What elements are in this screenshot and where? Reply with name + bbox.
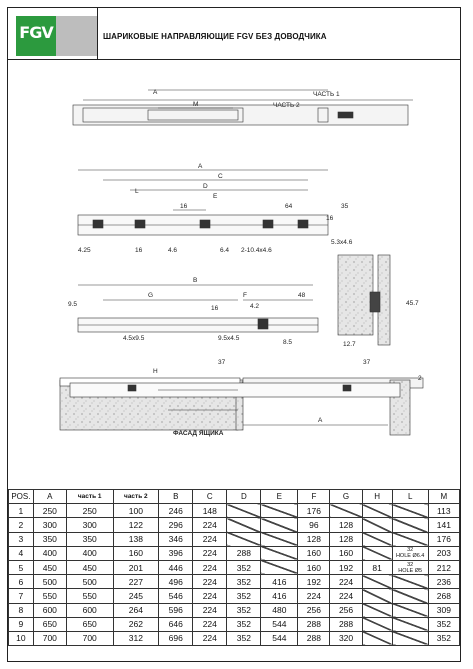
table-cell <box>362 617 392 631</box>
table-cell: 224 <box>330 589 362 603</box>
table-cell: 550 <box>33 589 66 603</box>
table-cell: 250 <box>66 504 113 518</box>
table-cell: 396 <box>159 546 193 560</box>
table-cell: 288 <box>298 617 330 631</box>
table-cell: 201 <box>113 560 159 574</box>
table-header-cell: A <box>33 490 66 504</box>
table-header-cell: часть 1 <box>66 490 113 504</box>
table-cell: 224 <box>193 603 227 617</box>
table-cell: 450 <box>33 560 66 574</box>
table-cell <box>227 518 261 532</box>
table-cell: 700 <box>33 631 66 645</box>
table-cell: 300 <box>33 518 66 532</box>
table-cell: 160 <box>298 560 330 574</box>
table-row <box>9 631 460 645</box>
table-row <box>9 504 460 518</box>
dim-42: 4.2 <box>250 303 260 310</box>
table-cell: 320 <box>330 631 362 645</box>
table-cell: 250 <box>33 504 66 518</box>
table-cell: 256 <box>298 603 330 617</box>
table-cell: 416 <box>261 575 298 589</box>
dim-a-bottom: A <box>318 417 323 424</box>
table-cell: 352 <box>227 631 261 645</box>
table-cell: 224 <box>193 532 227 546</box>
table-cell <box>261 560 298 574</box>
dim-16-c: 16 <box>135 247 143 254</box>
table-row <box>9 532 460 546</box>
table-cell: 224 <box>193 518 227 532</box>
table-cell: 700 <box>66 631 113 645</box>
dim-c: C <box>218 173 223 180</box>
table-header-cell: M <box>428 490 459 504</box>
table-cell: 212 <box>428 560 459 574</box>
table-cell: 3 <box>9 532 34 546</box>
table-cell <box>392 532 428 546</box>
dim-16-b: 16 <box>326 215 334 222</box>
table-cell <box>392 560 428 574</box>
table-cell: 352 <box>227 589 261 603</box>
table-cell: 224 <box>193 546 227 560</box>
brand-logo <box>16 16 56 56</box>
table-cell <box>261 504 298 518</box>
table-cell: 352 <box>227 575 261 589</box>
table-cell: 224 <box>193 631 227 645</box>
table-cell <box>362 504 392 518</box>
table-cell <box>392 631 428 645</box>
table-header-cell: H <box>362 490 392 504</box>
table-cell: 352 <box>227 617 261 631</box>
table-cell: 596 <box>159 603 193 617</box>
installation-view <box>60 378 423 435</box>
slide-extended-view <box>73 90 413 125</box>
table-cell: 176 <box>298 504 330 518</box>
table-cell: 128 <box>330 532 362 546</box>
table-row <box>9 617 460 631</box>
table-cell <box>392 603 428 617</box>
table-header-cell: POS. <box>9 490 34 504</box>
table-cell: 113 <box>428 504 459 518</box>
table-cell: 544 <box>261 631 298 645</box>
table-cell: 650 <box>66 617 113 631</box>
dim-g: G <box>148 292 154 299</box>
table-cell: 122 <box>113 518 159 532</box>
table-cell: 352 <box>428 617 459 631</box>
table-cell: 245 <box>113 589 159 603</box>
table-cell: 450 <box>66 560 113 574</box>
table-body <box>9 504 460 646</box>
dim-64b: 6.4 <box>220 247 230 254</box>
table-cell <box>392 518 428 532</box>
spec-table <box>8 489 460 646</box>
table-cell: 546 <box>159 589 193 603</box>
table-cell: 600 <box>33 603 66 617</box>
table-cell: 2 <box>9 518 34 532</box>
table-cell: 352 <box>227 560 261 574</box>
dim-slot4: 9.5x4.5 <box>218 335 240 342</box>
table-row <box>9 518 460 532</box>
label-drawer-front: ФАСАД ЯЩИКА <box>173 430 224 437</box>
dim-slot3: 4.5x9.5 <box>123 335 145 342</box>
table-cell: 10 <box>9 631 34 645</box>
table-cell: 550 <box>66 589 113 603</box>
table-cell: 352 <box>428 631 459 645</box>
table-cell: 236 <box>428 575 459 589</box>
label-part2: ЧАСТЬ 2 <box>273 102 300 109</box>
table-cell: 350 <box>66 532 113 546</box>
table-cell: 227 <box>113 575 159 589</box>
table-cell <box>362 532 392 546</box>
table-cell: 100 <box>113 504 159 518</box>
table-cell: 288 <box>298 631 330 645</box>
dim-l: L <box>135 188 139 195</box>
table-cell <box>392 589 428 603</box>
logo-grey-block <box>56 16 97 56</box>
dim-85: 8.5 <box>283 339 293 346</box>
table-cell: 416 <box>261 589 298 603</box>
table-cell: 262 <box>113 617 159 631</box>
dim-d: D <box>203 183 208 190</box>
table-cell: 9 <box>9 617 34 631</box>
table-cell: 5 <box>9 560 34 574</box>
dim-64: 64 <box>285 203 293 210</box>
table-cell <box>261 546 298 560</box>
table-cell: 352 <box>227 603 261 617</box>
dim-f: F <box>243 292 247 299</box>
table-cell: 350 <box>33 532 66 546</box>
table-cell <box>227 504 261 518</box>
table-cell <box>261 532 298 546</box>
hole-diameter: HOLE Ø5 <box>398 567 423 574</box>
table-cell: 496 <box>159 575 193 589</box>
technical-drawing <box>8 60 460 487</box>
table-cell <box>392 617 428 631</box>
table-cell <box>362 603 392 617</box>
dim-a-top: A <box>153 89 158 96</box>
table-cell: 203 <box>428 546 459 560</box>
hole-spacing: 32 <box>407 547 414 554</box>
dim-h: H <box>153 368 158 375</box>
table-cell: 192 <box>298 575 330 589</box>
spec-sheet <box>7 7 461 662</box>
table-header-cell: L <box>392 490 428 504</box>
table-header-cell: F <box>298 490 330 504</box>
dim-37-b: 37 <box>363 359 371 366</box>
table-cell: 264 <box>113 603 159 617</box>
table-cell: 500 <box>66 575 113 589</box>
dim-slot2: 5.3x4.6 <box>331 239 353 246</box>
dim-2: 2 <box>418 375 422 382</box>
table-row <box>9 546 460 560</box>
dim-a-mid: A <box>198 163 203 170</box>
dim-e: E <box>213 193 218 200</box>
label-part1: ЧАСТЬ 1 <box>313 91 340 98</box>
dim-35: 35 <box>341 203 349 210</box>
table-header-cell: C <box>193 490 227 504</box>
table-cell: 480 <box>261 603 298 617</box>
table-cell <box>392 504 428 518</box>
header-divider <box>97 8 98 59</box>
table-cell: 400 <box>66 546 113 560</box>
table-cell <box>330 504 362 518</box>
table-cell: 141 <box>428 518 459 532</box>
table-row <box>9 603 460 617</box>
dim-425: 4.25 <box>78 247 91 254</box>
table-cell: 224 <box>193 589 227 603</box>
table-cell <box>362 631 392 645</box>
table-cell: 500 <box>33 575 66 589</box>
section-view <box>338 255 390 345</box>
table-header-cell: часть 2 <box>113 490 159 504</box>
table-cell: 600 <box>66 603 113 617</box>
dim-457: 45.7 <box>406 300 419 307</box>
table-cell: 160 <box>330 546 362 560</box>
dim-16-a: 16 <box>180 203 188 210</box>
table-cell <box>392 575 428 589</box>
dim-46: 4.6 <box>168 247 178 254</box>
table-cell: 7 <box>9 589 34 603</box>
dim-127: 12.7 <box>343 341 356 348</box>
table-cell: 4 <box>9 546 34 560</box>
table-cell: 256 <box>330 603 362 617</box>
table-cell <box>227 532 261 546</box>
table-cell: 160 <box>113 546 159 560</box>
table-header-cell: D <box>227 490 261 504</box>
table-cell: 312 <box>113 631 159 645</box>
table-cell <box>362 518 392 532</box>
dim-48: 48 <box>298 292 306 299</box>
part2-holes-view <box>78 285 318 332</box>
dim-b: B <box>193 277 198 284</box>
table-header-row <box>9 490 460 504</box>
table-cell: 446 <box>159 560 193 574</box>
table-cell: 192 <box>330 560 362 574</box>
table-cell: 650 <box>33 617 66 631</box>
table-cell <box>362 589 392 603</box>
table-cell: 544 <box>261 617 298 631</box>
table-cell: 176 <box>428 532 459 546</box>
table-cell: 224 <box>193 575 227 589</box>
hole-spacing: 32 <box>407 561 414 568</box>
table-cell: 6 <box>9 575 34 589</box>
table-cell: 148 <box>193 504 227 518</box>
table-cell <box>362 546 392 560</box>
table-cell: 224 <box>193 560 227 574</box>
table-header-cell: G <box>330 490 362 504</box>
table-cell: 224 <box>193 617 227 631</box>
table-cell: 300 <box>66 518 113 532</box>
table-cell: 246 <box>159 504 193 518</box>
table-row <box>9 575 460 589</box>
table-cell: 288 <box>330 617 362 631</box>
dim-slot1: 2-10.4x4.6 <box>241 247 272 254</box>
hole-diameter: HOLE Ø6.4 <box>395 553 425 560</box>
table-row <box>9 560 460 574</box>
sheet-title: ШАРИКОВЫЕ НАПРАВЛЯЮЩИЕ FGV БЕЗ ДОВОДЧИКА <box>103 32 327 41</box>
table-cell: 296 <box>159 518 193 532</box>
dim-16-d: 16 <box>211 305 219 312</box>
logo-text: FGV <box>19 23 53 42</box>
table-cell <box>362 575 392 589</box>
table-cell: 346 <box>159 532 193 546</box>
table-cell: 309 <box>428 603 459 617</box>
dim-37-a: 37 <box>218 359 226 366</box>
table-cell: 96 <box>298 518 330 532</box>
table-cell: 1 <box>9 504 34 518</box>
table-cell: 646 <box>159 617 193 631</box>
table-cell: 81 <box>362 560 392 574</box>
table-cell: 128 <box>330 518 362 532</box>
table-header-cell: B <box>159 490 193 504</box>
table-cell: 224 <box>330 575 362 589</box>
table-cell: 128 <box>298 532 330 546</box>
table-cell <box>261 518 298 532</box>
table-header-cell: E <box>261 490 298 504</box>
table-cell: 696 <box>159 631 193 645</box>
table-row <box>9 589 460 603</box>
table-cell: 8 <box>9 603 34 617</box>
table-cell: 400 <box>33 546 66 560</box>
table-cell: 288 <box>227 546 261 560</box>
dim-95: 9.5 <box>68 301 78 308</box>
dim-m: M <box>193 101 199 108</box>
table-cell: 138 <box>113 532 159 546</box>
table-cell: 268 <box>428 589 459 603</box>
table-cell: 160 <box>298 546 330 560</box>
table-cell <box>392 546 428 560</box>
table-cell: 224 <box>298 589 330 603</box>
